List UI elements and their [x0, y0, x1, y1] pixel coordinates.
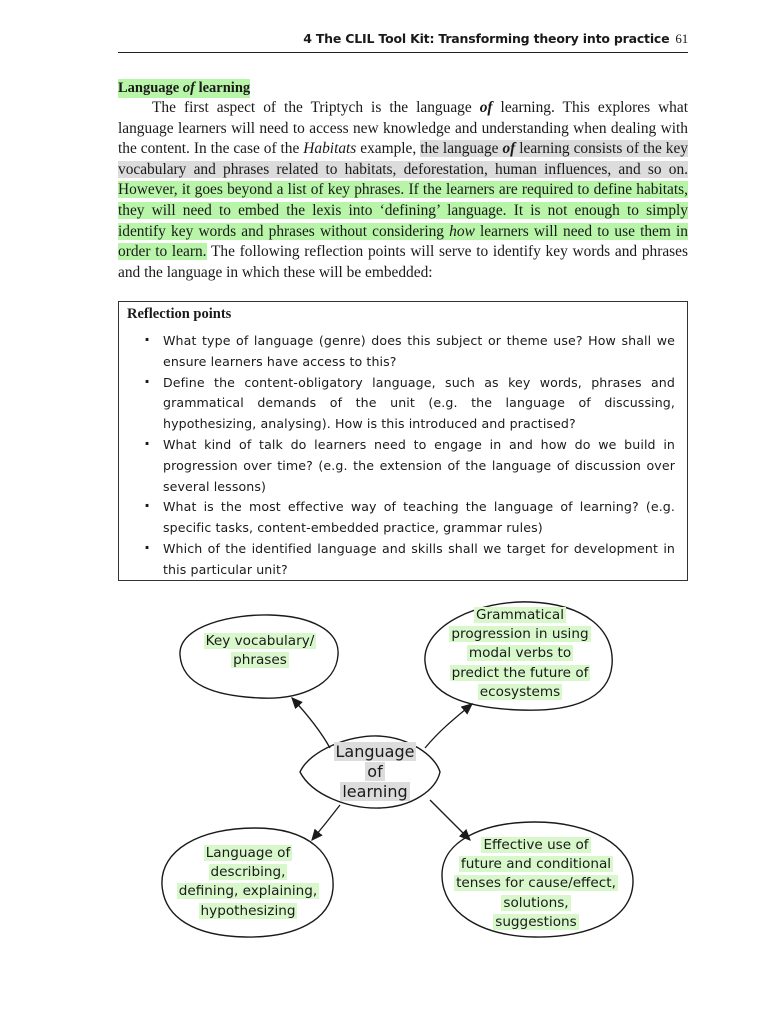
- para-emphasis: of: [479, 99, 493, 116]
- para-italic-how: how: [449, 222, 475, 240]
- reflection-item: · Define the content-obligatory language, such as key words, phrases and grammatical demands of the unit (e.g. the language of discussing, hypothesizing, analysing). How is this introduced and practised?: [143, 373, 675, 435]
- node-line: ecosystems: [479, 683, 561, 700]
- para-text: example,: [356, 140, 421, 158]
- node-line: phrases: [233, 652, 287, 669]
- node-line: suggestions: [495, 913, 577, 930]
- para-text: However, it goes beyond a list of key phrases. If the learners are required to define habitats, they will need to embed the lexis into ‘defining’ language. It is not enough to simply identify key words and phrases without considering: [118, 181, 688, 240]
- node-language-of-describing: [164, 844, 332, 921]
- arrow-bottom-left: [312, 805, 340, 840]
- heading-text-2: learning: [194, 80, 251, 96]
- node-line: describing,: [210, 864, 286, 881]
- para-text: learning consists of the key vocabulary and phrases related to habitats, deforestation, human influences, and so on.: [118, 140, 688, 178]
- arrow-top-left: [292, 698, 330, 748]
- reflection-item: · What is the most effective way of teaching the language of learning? (e.g. specific tasks, content-embedded practice, grammar rules): [143, 497, 675, 539]
- reflection-list: [143, 331, 675, 581]
- node-key-vocabulary: [190, 632, 330, 670]
- node-line: future and conditional: [460, 856, 612, 873]
- node-line: Key vocabulary/: [205, 633, 315, 649]
- body-paragraph: [118, 98, 688, 283]
- para-text: The first aspect of the Triptych is the language: [152, 99, 480, 116]
- chapter-title: 4 The CLIL Tool Kit: Transforming theory into practice: [303, 31, 670, 46]
- node-line: progression in using: [451, 626, 589, 643]
- reflection-item: · Which of the identified language and skills shall we target for development in this particular unit?: [143, 539, 675, 581]
- heading-text-1: Language: [118, 80, 183, 96]
- node-line: predict the future of: [451, 664, 589, 681]
- node-line: hypothesizing: [200, 902, 296, 919]
- running-header: [118, 31, 688, 47]
- reflection-title: Reflection points: [127, 306, 232, 322]
- node-effective-use: [440, 836, 632, 932]
- para-text: learning. This explores what language learners will need to access new knowledge and understanding when dealing with the content. In the case of the: [118, 99, 688, 158]
- header-rule: [118, 52, 688, 53]
- node-line: learning: [342, 782, 408, 801]
- reflection-item: · What kind of talk do learners need to engage in and how do we build in progression over time? (e.g. the extension of the language of discussion over several lessons): [143, 435, 675, 497]
- node-grammatical-progression: [430, 606, 610, 702]
- section-heading: [118, 79, 250, 98]
- node-language-of-learning: [320, 742, 430, 802]
- arrow-bottom-right: [430, 800, 470, 840]
- node-line: Language of: [205, 845, 291, 861]
- node-line: Grammatical: [476, 607, 564, 623]
- node-line: Language: [335, 742, 415, 761]
- node-line: solutions,: [503, 894, 569, 911]
- reflection-item: · What type of language (genre) does this subject or theme use? How shall we ensure learners have access to this?: [143, 331, 675, 373]
- para-text: The following reflection points will serve to identify key words and phrases and the language in which these will be embedded:: [118, 243, 688, 281]
- mind-map-diagram: [150, 600, 650, 950]
- node-line: tenses for cause/effect,: [456, 875, 616, 892]
- heading-emphasis: of: [182, 80, 195, 96]
- reflection-box: [118, 301, 688, 581]
- para-emphasis: of: [502, 140, 516, 158]
- node-line: of: [367, 762, 383, 781]
- node-line: defining, explaining,: [178, 883, 318, 900]
- para-text: the language: [420, 140, 503, 158]
- page-number: 61: [675, 31, 688, 46]
- para-text: learners will need to use them in order to learn.: [118, 222, 688, 261]
- para-italic-habitats: Habitats: [303, 140, 357, 158]
- node-line: modal verbs to: [468, 645, 572, 662]
- node-line: Effective use of: [483, 837, 589, 853]
- arrow-top-right: [425, 704, 472, 748]
